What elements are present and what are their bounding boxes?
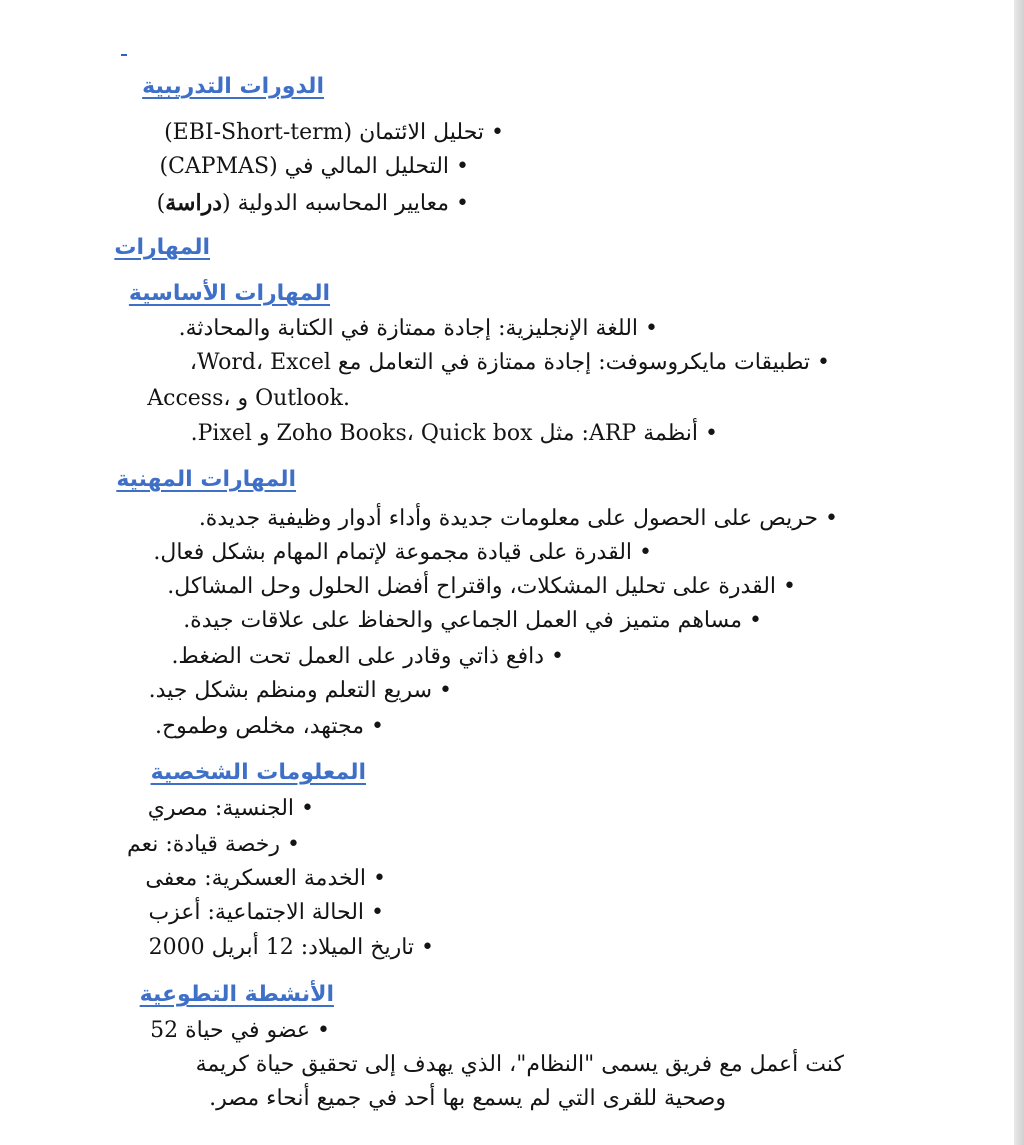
paragraph-line: وصحية للقرى التي لم يسمع بها أحد في جميع أنحاء مصر. (209, 1086, 726, 1111)
list-item: • دافع ذاتي وقادر على العمل تحت الضغط. (171, 644, 564, 669)
list-item: Access، و Outlook. (147, 386, 350, 411)
list-item: • القدرة على تحليل المشكلات، واقتراح أفضل الحلول وحل المشاكل. (167, 574, 796, 599)
list-item: • حريص على الحصول على معلومات جديدة وأداء أدوار وظيفية جديدة. (198, 506, 838, 531)
section-title-skills: المهارات (114, 235, 210, 260)
list-item: • تحليل الائتمان (EBI-Short-term) (164, 120, 504, 145)
list-item: • اللغة الإنجليزية: إجادة ممتازة في الكتابة والمحادثة. (178, 316, 658, 341)
page-edge-shadow (1014, 0, 1024, 1145)
list-item: • الخدمة العسكرية: معفى (145, 866, 386, 891)
list-item: • أنظمة ARP: مثل Zoho Books، Quick box و Pixel. (190, 421, 718, 446)
section-title-courses: الدورات التدريبية (142, 74, 324, 99)
list-item: • سريع التعلم ومنظم بشكل جيد. (148, 678, 452, 703)
paragraph-line: كنت أعمل مع فريق يسمى "النظام"، الذي يهدف إلى تحقيق حياة كريمة (195, 1052, 844, 1077)
list-item: • القدرة على قيادة مجموعة لإتمام المهام بشكل فعال. (153, 540, 652, 565)
list-item: • عضو في حياة 52 (150, 1018, 330, 1043)
section-title-professional-skills: المهارات المهنية (116, 467, 296, 492)
top-mark (121, 54, 127, 56)
section-title-basic-skills: المهارات الأساسية (128, 281, 330, 306)
list-item: • رخصة قيادة: نعم (126, 832, 300, 857)
list-item: • معايير المحاسبه الدولية (دراسة) (156, 190, 469, 216)
list-item: • مجتهد، مخلص وطموح. (154, 714, 384, 739)
list-item: • تاريخ الميلاد: 12 أبريل 2000 (148, 935, 434, 960)
section-title-personal-info: المعلومات الشخصية (150, 760, 366, 785)
list-item: • تطبيقات مايكروسوفت: إجادة ممتازة في التعامل مع Word، Excel، (189, 350, 830, 375)
list-item: • الحالة الاجتماعية: أعزب (148, 900, 384, 925)
list-item: • التحليل المالي في (CAPMAS) (159, 154, 469, 179)
list-item: • مساهم متميز في العمل الجماعي والحفاظ على علاقات جيدة. (183, 608, 762, 633)
section-title-volunteer: الأنشطة التطوعية (139, 982, 334, 1007)
list-item: • الجنسية: مصري (147, 796, 314, 821)
